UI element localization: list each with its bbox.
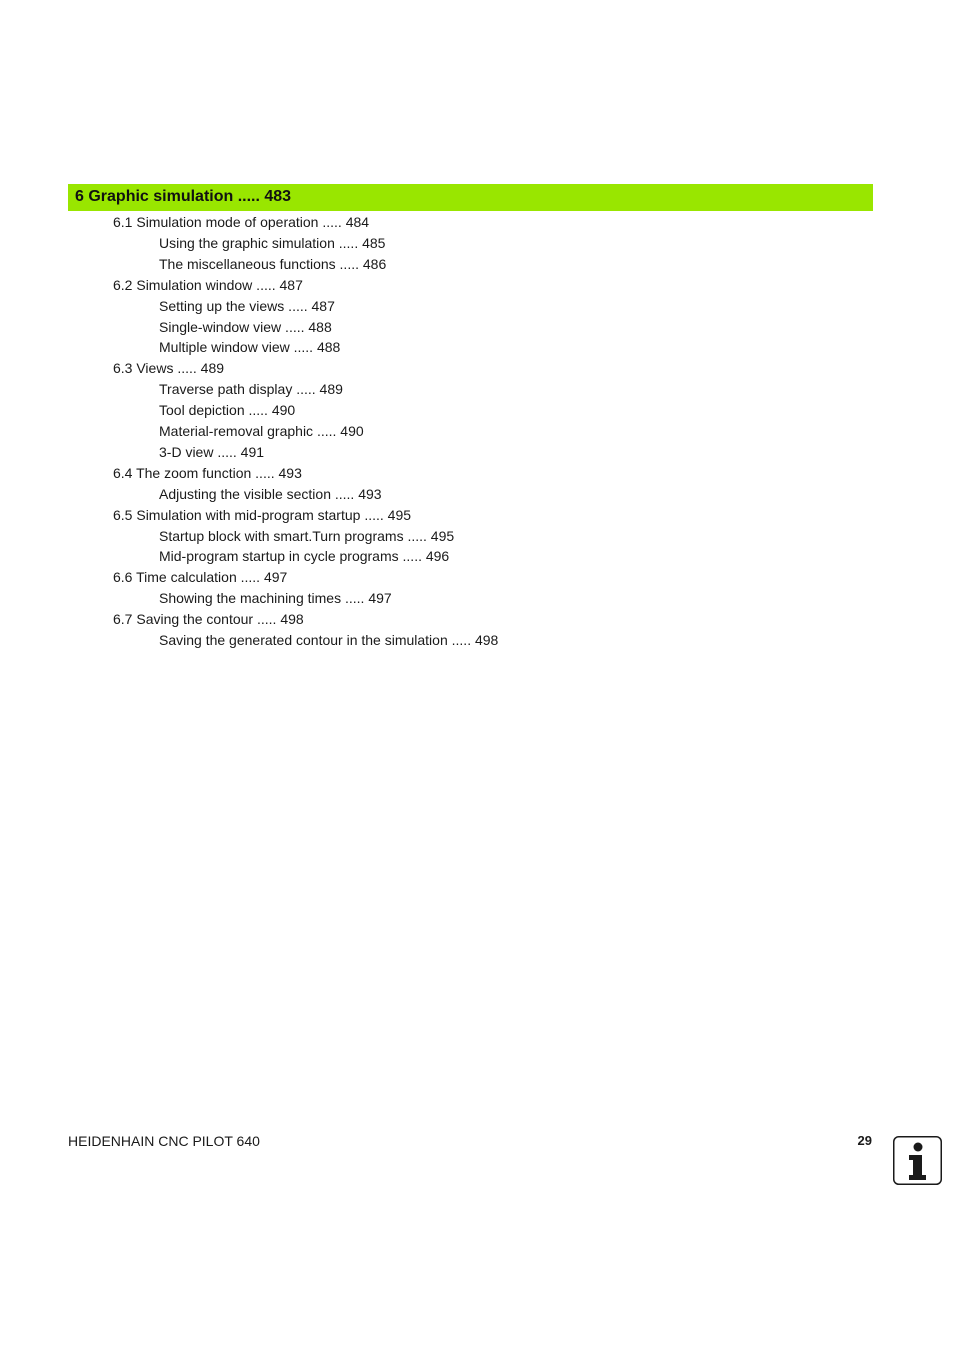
manual-title: HEIDENHAIN CNC PILOT 640	[68, 1133, 260, 1149]
toc-subsection-entry[interactable]: Multiple window view ..... 488	[159, 339, 341, 356]
toc-subsection-entry[interactable]: Startup block with smart.Turn programs ..... 495	[159, 527, 455, 544]
toc-subsection-entry[interactable]: Tool depiction ..... 490	[159, 402, 296, 419]
toc-section-entry[interactable]: 6.5 Simulation with mid-program startup ..... 495	[113, 506, 412, 523]
toc-subsection-entry[interactable]: 3-D view ..... 491	[159, 443, 265, 460]
toc-section-entry[interactable]: 6.4 The zoom function ..... 493	[113, 464, 302, 481]
toc-section-entry[interactable]: 6.6 Time calculation ..... 497	[113, 569, 288, 586]
toc-subsection-entry[interactable]: The miscellaneous functions ..... 486	[159, 255, 387, 272]
toc-subsection-entry[interactable]: Using the graphic simulation ..... 485	[159, 234, 386, 251]
page-number: 29	[857, 1133, 872, 1148]
toc-section-entry[interactable]: 6.7 Saving the contour ..... 498	[113, 611, 304, 628]
toc-section-entry[interactable]: 6.3 Views ..... 489	[113, 360, 225, 377]
toc-subsection-entry[interactable]: Showing the machining times ..... 497	[159, 590, 392, 607]
toc-subsection-entry[interactable]: Mid-program startup in cycle programs ..... 496	[159, 548, 450, 565]
chapter-title: 6 Graphic simulation ..... 483	[75, 188, 292, 205]
info-icon	[893, 1136, 942, 1185]
toc-subsection-entry[interactable]: Single-window view ..... 488	[159, 318, 332, 335]
toc-section-entry[interactable]: 6.2 Simulation window ..... 487	[113, 276, 303, 293]
chapter-heading-bar	[68, 184, 873, 211]
toc-subsection-entry[interactable]: Material-removal graphic ..... 490	[159, 423, 364, 439]
toc-subsection-entry[interactable]: Traverse path display ..... 489	[159, 381, 343, 398]
toc-subsection-entry[interactable]: Adjusting the visible section ..... 493	[159, 485, 382, 502]
toc-subsection-entry[interactable]: Saving the generated contour in the simulation ..... 498	[159, 632, 499, 648]
toc-section-entry[interactable]: 6.1 Simulation mode of operation ..... 484	[113, 214, 370, 230]
toc-subsection-entry[interactable]: Setting up the views ..... 487	[159, 297, 335, 314]
